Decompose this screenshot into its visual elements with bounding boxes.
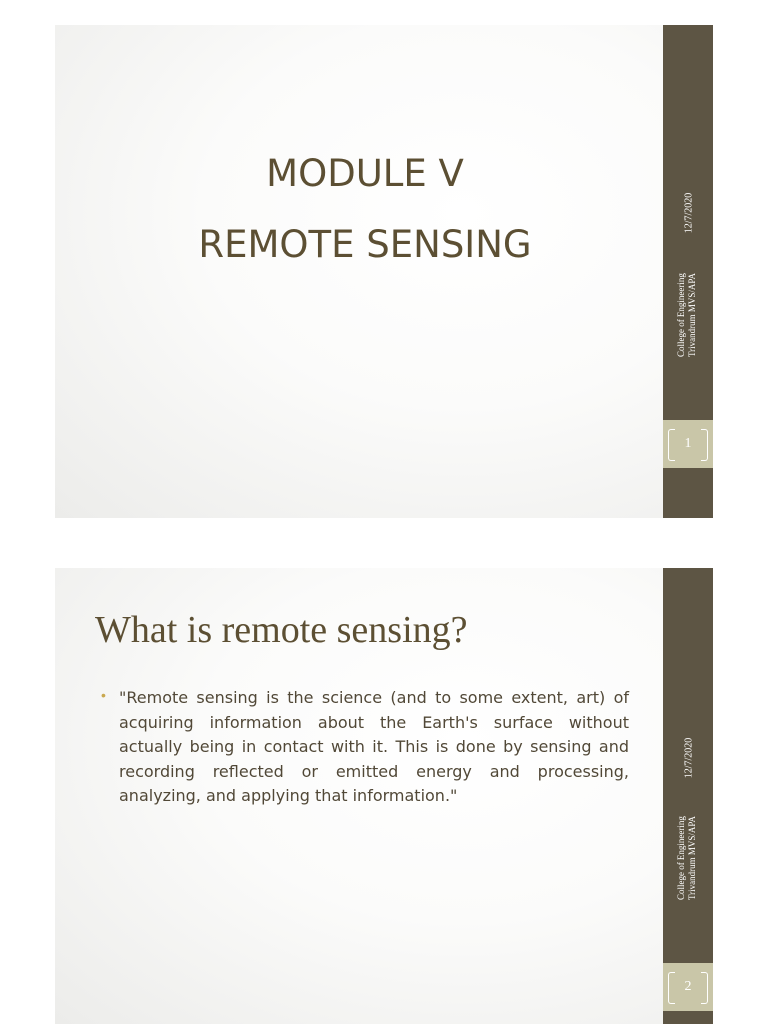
slide-title-line-2: REMOTE SENSING [198,223,532,266]
footer-line-1: College of Engineering [676,816,686,901]
page-number: 1 [684,436,692,451]
slide-date: 12/7/2020 [683,737,695,779]
slide-date: 12/7/2020 [683,192,695,234]
left-bracket-icon [668,429,675,461]
bullet-text: "Remote sensing is the science (and to some extent, art) of acquiring information about the Earth's surface without actually being in contact with it. This is done by sensing and recording reflected or emitted energy and processing, analyzing, and applying that information." [119,688,629,805]
footer-line-2: Trivandrum MVS/APA [687,815,697,901]
slide-footer [676,816,698,900]
slide-2-content [55,568,663,1024]
right-bracket-icon [701,972,708,1004]
footer-line-2: Trivandrum MVS/APA [687,272,697,358]
page-number-box [668,970,708,1004]
slide-1-sidebar [663,25,713,518]
slide-2 [55,568,713,1024]
page-number: 2 [684,979,692,994]
left-bracket-icon [668,972,675,1004]
page-number-box [668,427,708,461]
slide-2-sidebar [663,568,713,1024]
slide-1 [55,25,713,518]
slide-heading: What is remote sensing? [95,609,468,651]
slide-title-line-1: MODULE V [266,152,464,195]
right-bracket-icon [701,429,708,461]
slide-1-content [55,25,663,518]
footer-line-1: College of Engineering [676,273,686,358]
slide-footer [676,273,698,357]
page-number-band [663,963,713,1011]
page-number-band [663,420,713,468]
bullet-icon: • [101,687,106,703]
bullet-item [101,686,629,809]
